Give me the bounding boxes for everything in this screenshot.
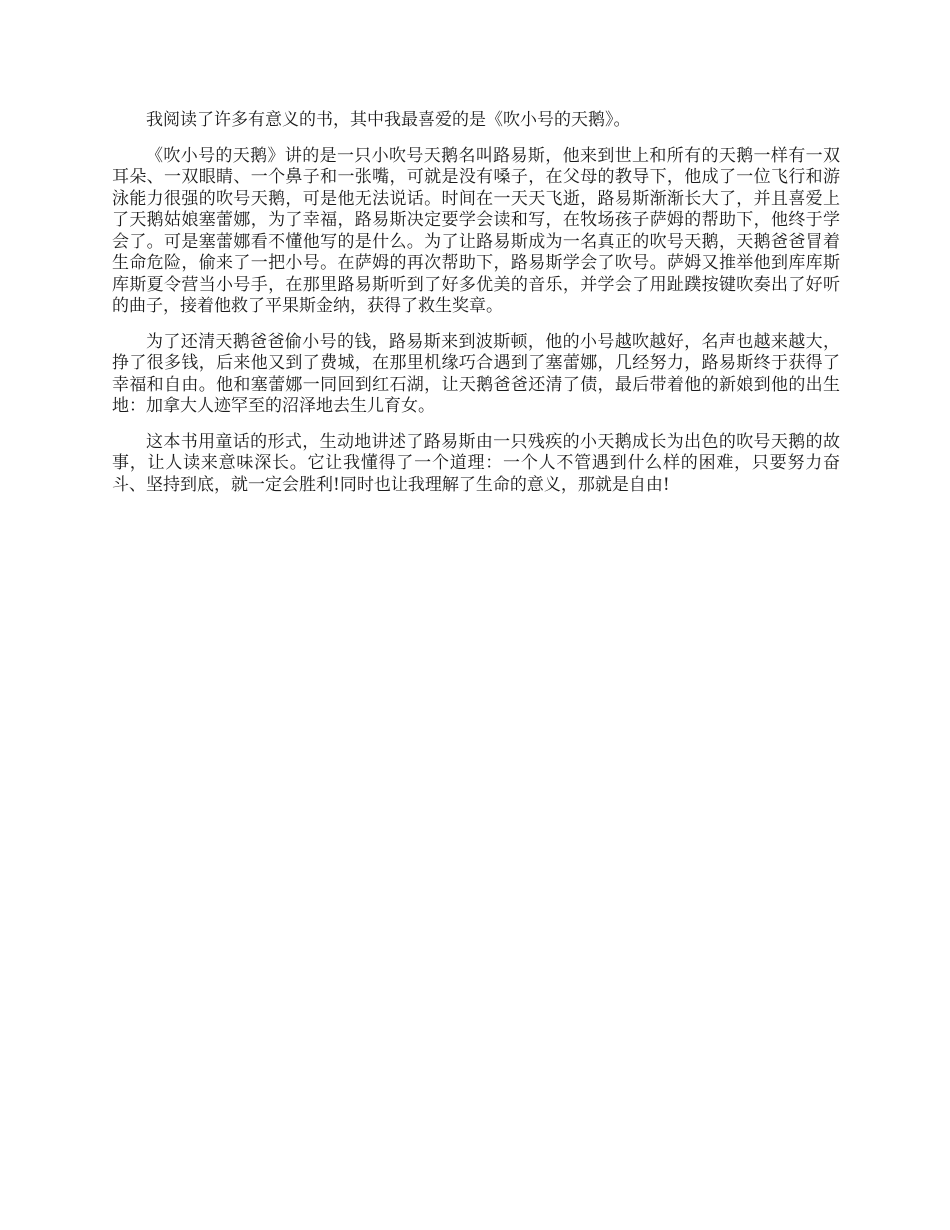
paragraph-intro: 我阅读了许多有意义的书，其中我最喜爱的是《吹小号的天鹅》。 xyxy=(146,110,631,130)
paragraph-story: 《吹小号的天鹅》讲的是一只小吹号天鹅名叫路易斯，他来到世上和所有的天鹅一样有一双耳朵、一双眼睛、一个鼻子和一张嘴，可就是没有嗓子，在父母的教导下，他成了一位飞行和游泳能力很强的吹号天鹅，可是他无法说话。时间在一天天飞逝，路易斯渐渐长大了，并且喜爱上了天鹅姑娘塞蕾娜，为了幸福，路易斯决定要学会读和写，在牧场孩子萨姆的帮助下，他终于学会了。可是塞蕾娜看不懂他写的是什么。为了让路易斯成为一名真正的吹号天鹅，天鹅爸爸冒着生命危险，偷来了一把小号。在萨姆的再次帮助下，路易斯学会了吹号。萨姆又推举他到库库斯库斯夏令营当小号手，在那里路易斯听到了好多优美的音乐，并学会了用趾蹼按键吹奏出了好听的曲子，接着他救了平果斯金纳，获得了救生奖章。 xyxy=(112,145,840,316)
paragraph-ending: 为了还清天鹅爸爸偷小号的钱，路易斯来到波斯顿，他的小号越吹越好，名声也越来越大，挣了很多钱，后来他又到了费城，在那里机缘巧合遇到了塞蕾娜，几经努力，路易斯终于获得了幸福和自由。他和塞蕾娜一同回到红石湖，让天鹅爸爸还清了债，最后带着他的新娘到他的出生地：加拿大人迹罕至的沼泽地去生儿育女。 xyxy=(112,331,840,416)
document-page xyxy=(112,110,840,510)
paragraph-reflection: 这本书用童话的形式，生动地讲述了路易斯由一只残疾的小天鹅成长为出色的吹号天鹅的故事，让人读来意味深长。它让我懂得了一个道理：一个人不管遇到什么样的困难，只要努力奋斗、坚持到底，就一定会胜利!同时也让我理解了生命的意义，那就是自由! xyxy=(112,431,840,495)
